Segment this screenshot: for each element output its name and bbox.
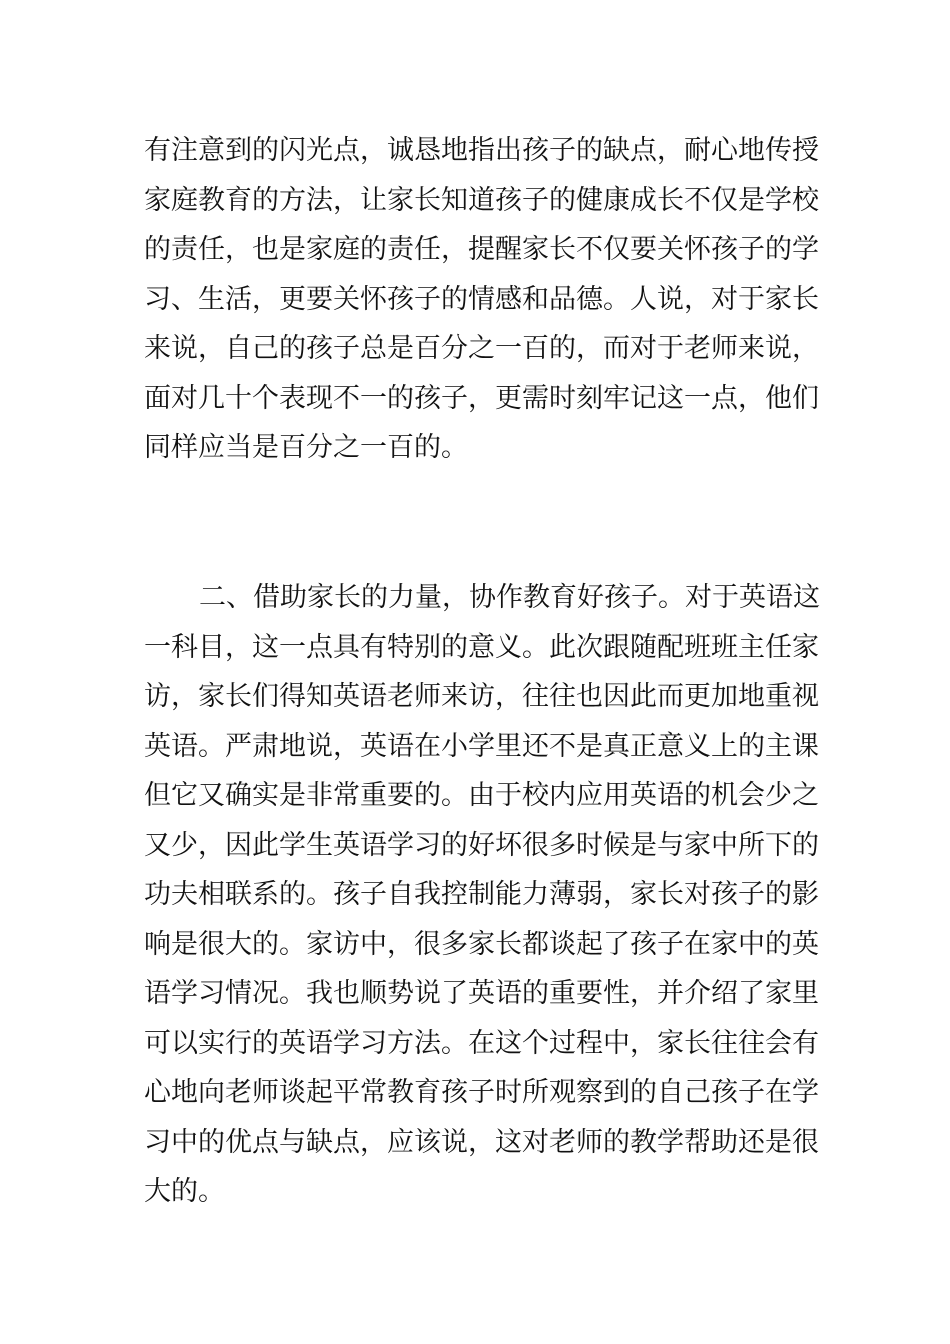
text-line: 习中的优点与缺点，应该说，这对老师的教学帮助还是很	[144, 1126, 819, 1158]
text-line: 可以实行的英语学习方法。在这个过程中，家长往往会有	[144, 1027, 819, 1059]
paragraph-2	[144, 573, 820, 1217]
text-line: 的责任，也是家庭的责任，提醒家长不仅要关怀孩子的学	[144, 234, 819, 265]
text-line: 心地向老师谈起平常教育孩子时所观察到的自己孩子在学	[144, 1077, 819, 1108]
paragraph-1	[144, 126, 819, 473]
text-line: 面对几十个表现不一的孩子，更需时刻牢记这一点，他们	[144, 382, 819, 414]
text-line: 同样应当是百分之一百的。	[144, 432, 468, 463]
text-line: 又少，因此学生英语学习的好坏很多时候是与家中所下的	[144, 829, 819, 861]
text-line: 访，家长们得知英语老师来访，往往也因此而更加地重视	[144, 681, 819, 712]
text-line-first-indented: 二、借助家长的力量，协作教育好孩子。对于英语这	[199, 582, 820, 613]
text-line: 语学习情况。我也顺势说了英语的重要性，并介绍了家里	[144, 978, 819, 1009]
text-line: 但它又确实是非常重要的。由于校内应用英语的机会少之	[144, 780, 819, 811]
text-line: 英语。严肃地说，英语在小学里还不是真正意义上的主课	[144, 730, 819, 762]
text-line: 功夫相联系的。孩子自我控制能力薄弱，家长对孩子的影	[144, 879, 819, 910]
text-line: 来说，自己的孩子总是百分之一百的，而对于老师来说，	[144, 333, 819, 364]
text-line: 大的。	[144, 1176, 225, 1207]
text-line: 一科目，这一点具有特别的意义。此次跟随配班班主任家	[144, 631, 819, 663]
text-line: 响是很大的。家访中，很多家长都谈起了孩子在家中的英	[144, 928, 819, 960]
text-line: 习、生活，更要关怀孩子的情感和品德。人说，对于家长	[144, 283, 819, 315]
text-line: 有注意到的闪光点，诚恳地指出孩子的缺点，耐心地传授	[144, 135, 819, 166]
text-line: 家庭教育的方法，让家长知道孩子的健康成长不仅是学校	[144, 184, 819, 216]
